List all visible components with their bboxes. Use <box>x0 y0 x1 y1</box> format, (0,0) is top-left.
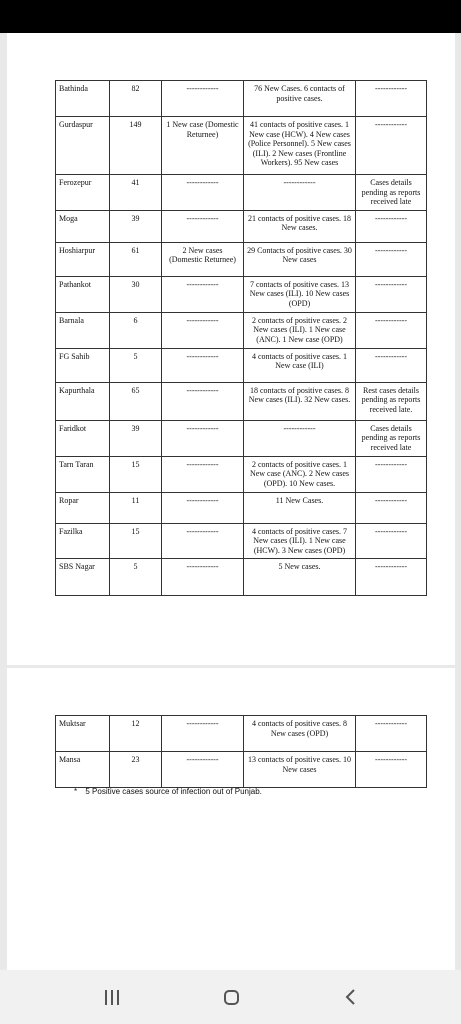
details-cell: 13 contacts of positive cases. 10 New cases <box>244 752 356 788</box>
remarks-cell: ------------ <box>356 752 427 788</box>
count-cell: 5 <box>110 559 162 596</box>
remarks-cell: ------------ <box>356 210 427 242</box>
count-cell: 61 <box>110 242 162 276</box>
footnote-text: 5 Positive cases source of infection out of Punjab. <box>85 787 262 796</box>
district-cell: Ferozepur <box>56 175 110 211</box>
count-cell: 12 <box>110 716 162 752</box>
remarks-cell: Cases details pending as reports received late <box>356 175 427 211</box>
remarks-cell: Rest cases details pending as reports received late. <box>356 382 427 420</box>
count-cell: 11 <box>110 492 162 523</box>
details-cell: 11 New Cases. <box>244 492 356 523</box>
details-cell: 5 New cases. <box>244 559 356 596</box>
district-cell: Kapurthala <box>56 382 110 420</box>
source-cell: ------------ <box>162 492 244 523</box>
recents-icon[interactable] <box>92 982 132 1012</box>
source-cell: 2 New cases (Domestic Returnee) <box>162 242 244 276</box>
source-cell: ------------ <box>162 752 244 788</box>
count-cell: 23 <box>110 752 162 788</box>
details-cell: 7 contacts of positive cases. 13 New cases (ILI). 10 New cases (OPD) <box>244 276 356 312</box>
source-cell: ------------ <box>162 348 244 382</box>
count-cell: 82 <box>110 81 162 117</box>
source-cell: ------------ <box>162 716 244 752</box>
details-cell: 4 contacts of positive cases. 7 New cases (ILI). 1 New case (HCW). 3 New cases (OPD) <box>244 523 356 559</box>
count-cell: 5 <box>110 348 162 382</box>
remarks-cell: Cases details pending as reports received late <box>356 420 427 456</box>
footnote-marker: * <box>74 787 78 796</box>
count-cell: 65 <box>110 382 162 420</box>
source-cell: ------------ <box>162 420 244 456</box>
details-cell: 76 New Cases. 6 contacts of positive cases. <box>244 81 356 117</box>
count-cell: 6 <box>110 312 162 348</box>
document-page-2 <box>7 668 455 970</box>
source-cell: ------------ <box>162 523 244 559</box>
details-cell: ------------ <box>244 175 356 211</box>
remarks-cell: ------------ <box>356 492 427 523</box>
remarks-cell: ------------ <box>356 348 427 382</box>
details-cell: 41 contacts of positive cases. 1 New case (HCW). 4 New cases (Police Personnel). 5 New cases (ILI). 2 New cases (Frontline Workers). 95 New cases <box>244 117 356 175</box>
source-cell: ------------ <box>162 456 244 492</box>
district-cell: Fazilka <box>56 523 110 559</box>
district-cell: SBS Nagar <box>56 559 110 596</box>
remarks-cell: ------------ <box>356 276 427 312</box>
table-row <box>56 456 427 492</box>
navigation-bar <box>0 970 461 1024</box>
source-cell: ------------ <box>162 312 244 348</box>
table-row <box>56 210 427 242</box>
district-cell: Mansa <box>56 752 110 788</box>
footnote <box>74 787 262 796</box>
district-cell: Moga <box>56 210 110 242</box>
district-cases-table <box>55 80 427 596</box>
details-cell: ------------ <box>244 420 356 456</box>
source-cell: ------------ <box>162 81 244 117</box>
remarks-cell: ------------ <box>356 242 427 276</box>
details-cell: 21 contacts of positive cases. 18 New cases. <box>244 210 356 242</box>
table-row <box>56 420 427 456</box>
count-cell: 39 <box>110 210 162 242</box>
source-cell: ------------ <box>162 382 244 420</box>
district-cell: Faridkot <box>56 420 110 456</box>
table-row <box>56 276 427 312</box>
remarks-cell: ------------ <box>356 456 427 492</box>
count-cell: 15 <box>110 523 162 559</box>
table-row <box>56 117 427 175</box>
district-cell: FG Sahib <box>56 348 110 382</box>
district-cell: Hoshiarpur <box>56 242 110 276</box>
table-row <box>56 81 427 117</box>
district-cell: Barnala <box>56 312 110 348</box>
home-icon[interactable] <box>211 982 251 1012</box>
district-cell: Tarn Taran <box>56 456 110 492</box>
details-cell: 29 Contacts of positive cases. 30 New cases <box>244 242 356 276</box>
count-cell: 15 <box>110 456 162 492</box>
table-row <box>56 312 427 348</box>
source-cell: ------------ <box>162 210 244 242</box>
status-bar <box>0 0 461 33</box>
back-icon[interactable] <box>331 982 371 1012</box>
source-cell: ------------ <box>162 276 244 312</box>
district-cell: Muktsar <box>56 716 110 752</box>
table-row <box>56 752 427 788</box>
table-row <box>56 242 427 276</box>
table-row <box>56 348 427 382</box>
district-cell: Ropar <box>56 492 110 523</box>
table-row <box>56 716 427 752</box>
details-cell: 4 contacts of positive cases. 8 New cases (OPD) <box>244 716 356 752</box>
source-cell: 1 New case (Domestic Returnee) <box>162 117 244 175</box>
remarks-cell: ------------ <box>356 312 427 348</box>
count-cell: 149 <box>110 117 162 175</box>
remarks-cell: ------------ <box>356 716 427 752</box>
district-cell: Pathankot <box>56 276 110 312</box>
remarks-cell: ------------ <box>356 117 427 175</box>
table-row <box>56 382 427 420</box>
count-cell: 30 <box>110 276 162 312</box>
count-cell: 41 <box>110 175 162 211</box>
source-cell: ------------ <box>162 559 244 596</box>
district-cell: Bathinda <box>56 81 110 117</box>
details-cell: 4 contacts of positive cases. 1 New case (ILI) <box>244 348 356 382</box>
details-cell: 2 contacts of positive cases. 2 New cases (ILI). 1 New case (ANC). 1 New case (OPD) <box>244 312 356 348</box>
remarks-cell: ------------ <box>356 81 427 117</box>
count-cell: 39 <box>110 420 162 456</box>
table-row <box>56 559 427 596</box>
details-cell: 2 contacts of positive cases. 1 New case (ANC). 2 New cases (OPD). 10 New cases. <box>244 456 356 492</box>
district-cases-table-continued <box>55 715 427 788</box>
table-row <box>56 492 427 523</box>
remarks-cell: ------------ <box>356 559 427 596</box>
table-row <box>56 175 427 211</box>
details-cell: 18 contacts of positive cases. 8 New cases (ILI). 32 New cases. <box>244 382 356 420</box>
table-row <box>56 523 427 559</box>
remarks-cell: ------------ <box>356 523 427 559</box>
source-cell: ------------ <box>162 175 244 211</box>
district-cell: Gurdaspur <box>56 117 110 175</box>
